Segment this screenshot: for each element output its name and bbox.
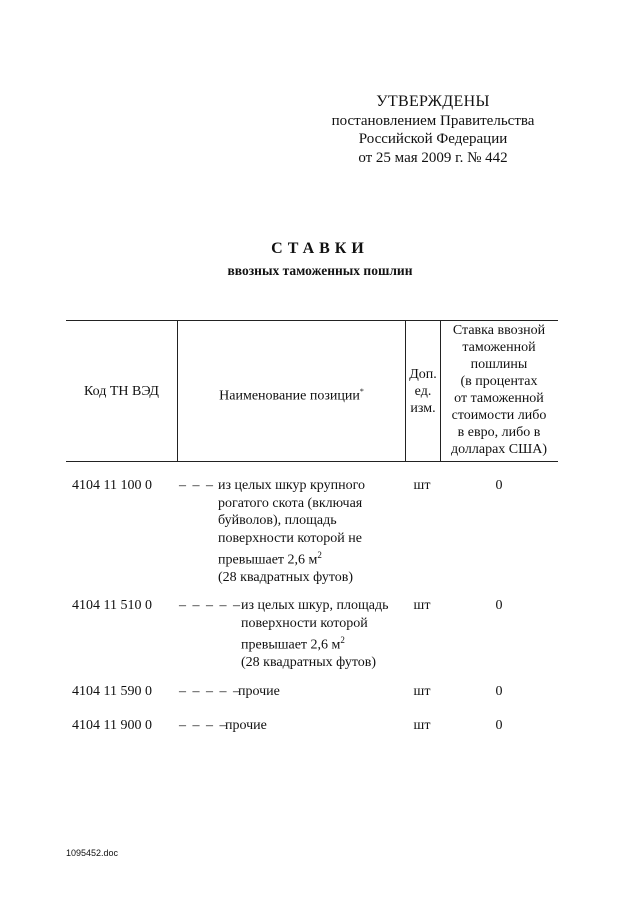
header-rate-line: долларах США) — [450, 442, 548, 457]
superscript: 2 — [317, 550, 322, 560]
position-name — [218, 477, 365, 587]
header-rate-line: Ставка ввозной — [452, 323, 546, 338]
header-unit-line: изм. — [410, 401, 436, 416]
header-name — [178, 383, 405, 405]
header-rate-line: от таможенной — [454, 391, 544, 406]
name-line: поверхности которой — [241, 615, 368, 631]
approval-line: Российской Федерации — [358, 131, 508, 147]
header-code-label: Код ТН ВЭД — [84, 384, 159, 399]
name-line-text: превышает 2,6 м — [218, 552, 318, 568]
unit-cell: шт — [413, 598, 431, 613]
name-line: из целых шкур крупного — [218, 478, 365, 493]
name-line — [218, 547, 365, 569]
rate-cell: 0 — [495, 718, 503, 733]
approval-heading: УТВЕРЖДЕНЫ — [376, 93, 490, 110]
header-rate-line: стоимости либо — [451, 408, 547, 423]
document-title: СТАВКИ — [271, 240, 369, 257]
header-rate-line: пошлины — [470, 357, 528, 372]
approval-block — [318, 93, 548, 167]
superscript: 2 — [340, 635, 345, 645]
level-dashes: – – – – – — [179, 598, 242, 613]
header-name-label: Наименование позиции — [219, 388, 360, 404]
position-name — [225, 717, 267, 735]
name-line: (28 квадратных футов) — [241, 655, 377, 671]
position-name — [241, 597, 389, 672]
header-rate — [440, 322, 558, 458]
header-rate-line: (в процентах — [460, 374, 538, 389]
header-bottom-rule — [66, 461, 558, 462]
header-top-rule — [66, 320, 558, 321]
footnote-mark: * — [359, 387, 364, 396]
name-line: (28 квадратных футов) — [218, 570, 354, 586]
rate-cell: 0 — [495, 684, 503, 699]
header-unit-line: Доп. — [409, 367, 437, 382]
unit-cell: шт — [413, 478, 431, 493]
unit-cell: шт — [413, 718, 431, 733]
header-rate-line: в евро, либо в — [457, 425, 541, 440]
header-unit — [405, 366, 441, 417]
rate-cell: 0 — [495, 598, 503, 613]
name-line: поверхности которой не — [218, 530, 362, 546]
name-line: прочие — [238, 684, 280, 699]
header-unit-line: ед. — [414, 384, 432, 399]
name-line: буйволов), площадь — [218, 513, 337, 528]
name-line: прочие — [225, 718, 267, 733]
position-name — [238, 683, 280, 701]
level-dashes: – – – — [179, 478, 215, 493]
name-line: рогатого скота (включая — [218, 495, 363, 511]
document-subtitle: ввозных таможенных пошлин — [227, 263, 413, 278]
header-rate-line: таможенной — [462, 340, 536, 355]
name-line: из целых шкур, площадь — [241, 598, 389, 613]
unit-cell: шт — [413, 684, 431, 699]
name-line — [241, 632, 389, 654]
level-dashes: – – – – – — [179, 684, 242, 699]
name-line-text: превышает 2,6 м — [241, 637, 341, 653]
tariff-code: 4104 11 590 0 — [72, 684, 152, 699]
file-footer: 1095452.doc — [66, 848, 119, 858]
header-code — [66, 383, 177, 400]
tariff-code: 4104 11 510 0 — [72, 598, 152, 613]
approval-date-line: от 25 мая 2009 г. № 442 — [358, 149, 508, 166]
level-dashes: – – – – — [179, 718, 228, 733]
tariff-code: 4104 11 900 0 — [72, 718, 152, 733]
tariff-code: 4104 11 100 0 — [72, 478, 152, 493]
rate-cell: 0 — [495, 478, 503, 493]
approval-line: постановлением Правительства — [331, 112, 535, 129]
